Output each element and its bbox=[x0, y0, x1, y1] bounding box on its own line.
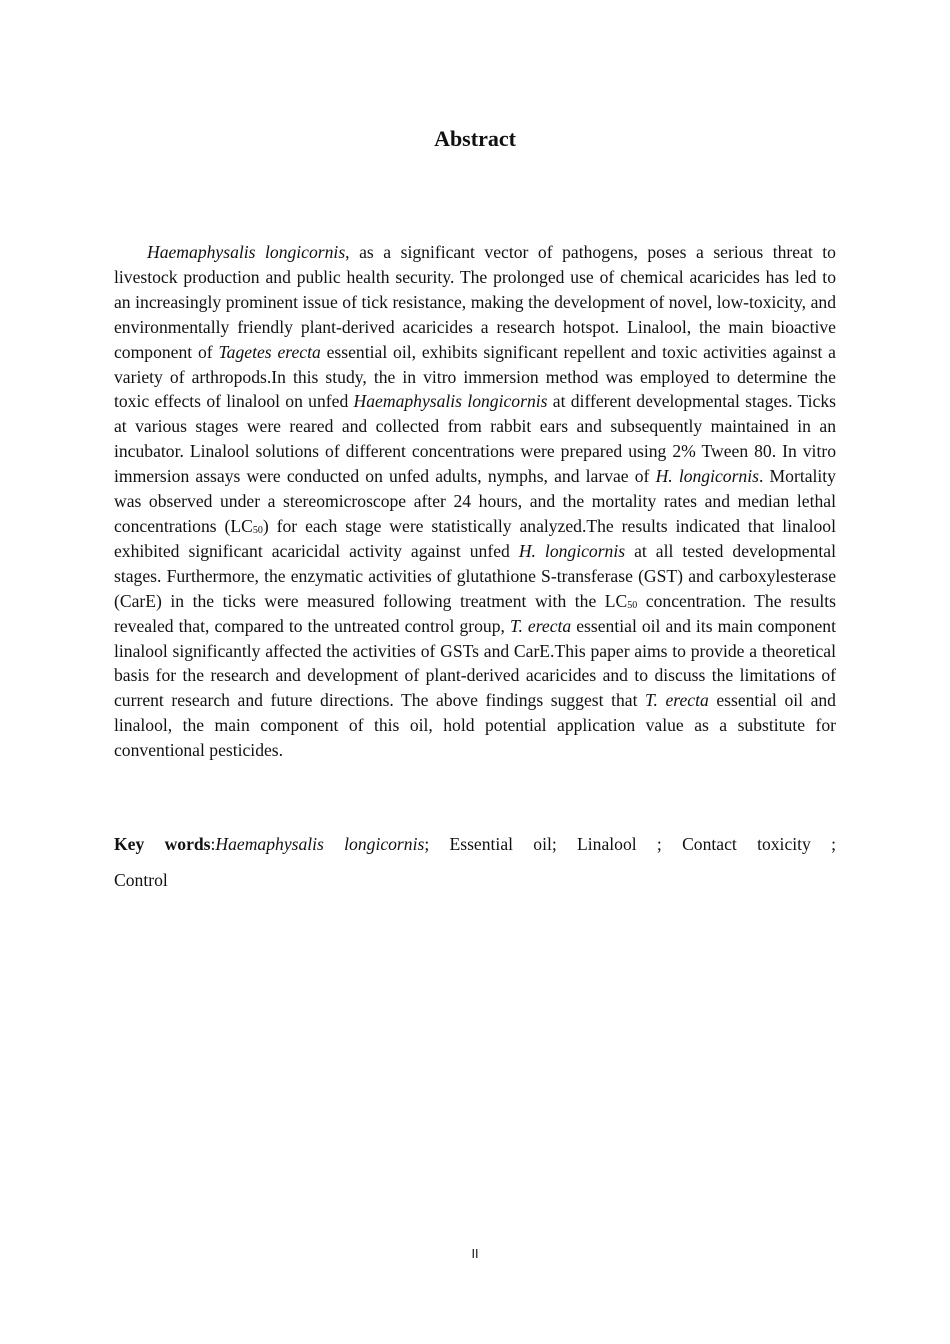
keyword-species: Haemaphysalis longicornis bbox=[215, 834, 425, 854]
species-name: T. erecta bbox=[509, 615, 572, 636]
page-number: II bbox=[471, 1247, 479, 1261]
abstract-text: essential oil, exhibits significant repellent and toxic activities against a variety of arthropods.In this study, the in vitro immersion method was employed to determine the toxic effects of linalool on unfed bbox=[114, 341, 836, 412]
species-name: H. longicornis bbox=[518, 540, 626, 561]
abstract-text: . Mortality was observed under a stereomicroscope after 24 hours, and the mortality rates and median lethal concentrations (LC bbox=[114, 466, 836, 536]
subscript: 50 bbox=[627, 599, 638, 611]
species-name: Tagetes erecta bbox=[218, 341, 321, 362]
species-name: Haemaphysalis longicornis bbox=[147, 242, 346, 262]
species-name: T. erecta bbox=[645, 690, 709, 711]
abstract-text: essential oil and its main component linalool significantly affected the activities of GSTs and CarE.This paper aims to provide a theoretical basis for the research and development of plant-derived acaricides and to discuss the limitations of current research and future directions. The above findings suggest that bbox=[114, 615, 836, 711]
abstract-text: at all tested developmental stages. Furthermore, the enzymatic activities of glutathione S-transferase (GST) and carboxylesterase (CarE) in the ticks were measured following treatment with the LC bbox=[114, 540, 836, 611]
keywords-list: ; Essential oil; Linalool ; Contact toxicity ; Control bbox=[114, 834, 836, 890]
species-name: H. longicornis bbox=[655, 466, 759, 487]
abstract-text: ) for each stage were statistically analyzed.The results indicated that linalool exhibited significant acaricidal activity against unfed bbox=[114, 515, 836, 561]
abstract-paragraph bbox=[114, 240, 836, 763]
abstract-text: concentration. The results revealed that, compared to the untreated control group, bbox=[114, 590, 836, 636]
page-title: Abstract bbox=[434, 126, 516, 151]
species-name: Haemaphysalis longicornis bbox=[353, 391, 548, 412]
abstract-text: , as a significant vector of pathogens, poses a serious threat to livestock production and public health security. The prolonged use of chemical acaricides has led to an increasingly prominent issue of tick resistance, making the development of novel, low-toxicity, and environmentally friendly plant-derived acaricides a research hotspot. Linalool, the main bioactive component of bbox=[114, 242, 836, 362]
subscript: 50 bbox=[252, 524, 263, 536]
abstract-text: at different developmental stages. Ticks at various stages were reared and collected from rabbit ears and subsequently maintained in an incubator. Linalool solutions of different concentrations were prepared using 2% Tween 80. In vitro immersion assays were conducted on unfed adults, nymphs, and larvae of bbox=[114, 391, 836, 487]
abstract-text: essential oil and linalool, the main component of this oil, hold potential application value as a substitute for conventional pesticides. bbox=[114, 690, 836, 761]
keywords-line bbox=[114, 826, 836, 898]
keywords-colon: : bbox=[210, 834, 216, 854]
keywords-label: Key words bbox=[114, 834, 211, 854]
